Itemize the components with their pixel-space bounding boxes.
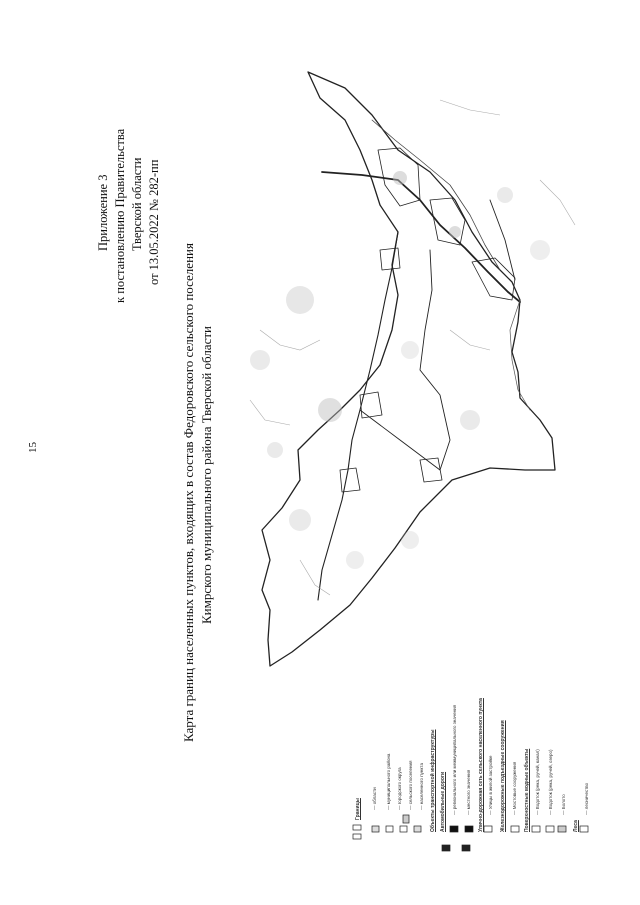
legend-heading-street: Улично-дорожная сеть сельского населенного пункта [478, 698, 484, 832]
page-number: 15 [27, 442, 39, 453]
legend-heading-water: Поверхностные водные объекты [524, 748, 530, 832]
road-local-3 [360, 410, 440, 470]
river [372, 120, 500, 270]
map-title-line: Карта границ населенных пунктов, входящих в состав Федоровского сельского поселения [181, 243, 196, 742]
settlement-polygon [420, 458, 442, 482]
map-title-line: Кимрского муниципального района Тверской области [199, 326, 214, 624]
legend-item: — Болото [561, 794, 566, 815]
settlement-polygon [380, 248, 400, 270]
legend-item: — местного значения [466, 769, 471, 815]
legend-item: — Мостовые сооружения [512, 761, 517, 815]
settlement-boundary [262, 72, 555, 666]
settlement-polygon [430, 198, 465, 245]
legend-item: — регионального или межмуниципального значения [452, 704, 457, 815]
legend-item: — Водоток (река, ручей, озеро) [548, 749, 553, 815]
legend-item: — муниципального района [386, 753, 391, 810]
legend-heading-forest: Леса [573, 820, 579, 832]
settlement-polygon [340, 468, 360, 492]
legend-item: — городского округа [397, 767, 402, 810]
legend-item: — сельского поселения [408, 760, 413, 810]
legend-heading-rail: Железнодорожные подъездные сооружения [500, 720, 506, 832]
map-title [180, 243, 216, 742]
appendix-line: от 13.05.2022 № 282-пп [147, 159, 161, 285]
road-local-2 [420, 250, 450, 470]
appendix-header [95, 129, 163, 303]
legend [353, 815, 588, 851]
road-local-4 [490, 200, 515, 280]
legend-heading-roads: Автомобильные дороги [440, 771, 446, 832]
appendix-line: Тверской области [130, 157, 144, 251]
appendix-line: Приложение 3 [96, 174, 110, 251]
legend-heading-transport: Объекты транспортной инфраструктуры [430, 729, 436, 832]
legend-item: — лесничество [584, 782, 589, 815]
legend-item: — Улицы в жилой застройке [488, 755, 493, 815]
legend-item: — населенного пункта [419, 763, 424, 810]
legend-item: — области [372, 787, 377, 810]
road-regional [322, 172, 520, 302]
legend-heading-boundaries: Границы [355, 798, 361, 820]
legend-item: — Водоток (река, ручей, канал) [535, 749, 540, 815]
appendix-line: к постановлению Правительства [113, 128, 127, 303]
